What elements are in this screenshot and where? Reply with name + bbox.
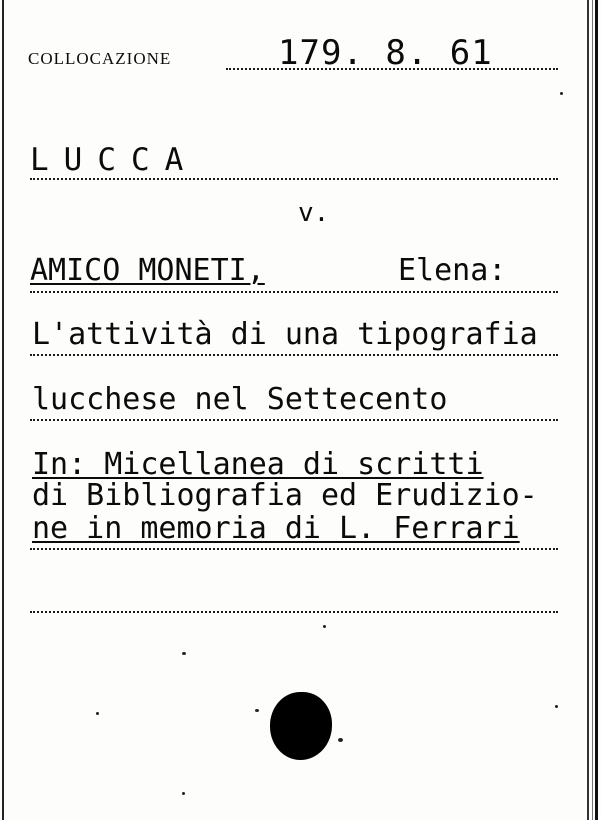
- speck: [96, 712, 99, 715]
- title-rule-2: [30, 419, 558, 421]
- in-line-2: di Bibliografia ed Erudizio-: [32, 478, 538, 513]
- speck: [338, 738, 343, 742]
- speck: [555, 705, 558, 708]
- versus-mark: v.: [298, 198, 330, 228]
- title-rule-1: [30, 354, 558, 356]
- speck: [323, 625, 326, 628]
- author-surname: AMICO MONETI,: [30, 253, 265, 288]
- blank-rule: [30, 611, 558, 613]
- ink-blot: [270, 692, 332, 760]
- collocazione-rule: [226, 68, 558, 70]
- speck: [182, 792, 185, 795]
- card-right-edge-outer: [595, 0, 598, 820]
- in-line-3: ne in memoria di L. Ferrari: [32, 511, 520, 546]
- in-rule: [30, 548, 558, 550]
- card-left-edge: [2, 0, 4, 820]
- card-right-edge-mid: [592, 0, 593, 820]
- title-line-2: lucchese nel Settecento: [32, 382, 448, 417]
- speck: [255, 709, 259, 712]
- heading-rule: [30, 178, 558, 180]
- shelfmark: 179. 8. 61: [278, 33, 493, 73]
- author-firstname: Elena:: [398, 253, 507, 288]
- speck: [182, 652, 186, 655]
- author-rule: [30, 291, 558, 293]
- in-line-1: In: Micellanea di scritti: [32, 447, 484, 482]
- speck: [560, 92, 563, 95]
- title-line-1: L'attività di una tipografia: [32, 317, 538, 352]
- subject-heading: LUCCA: [30, 142, 199, 178]
- collocazione-label: COLLOCAZIONE: [28, 49, 172, 68]
- card-right-edge-inner: [587, 0, 589, 820]
